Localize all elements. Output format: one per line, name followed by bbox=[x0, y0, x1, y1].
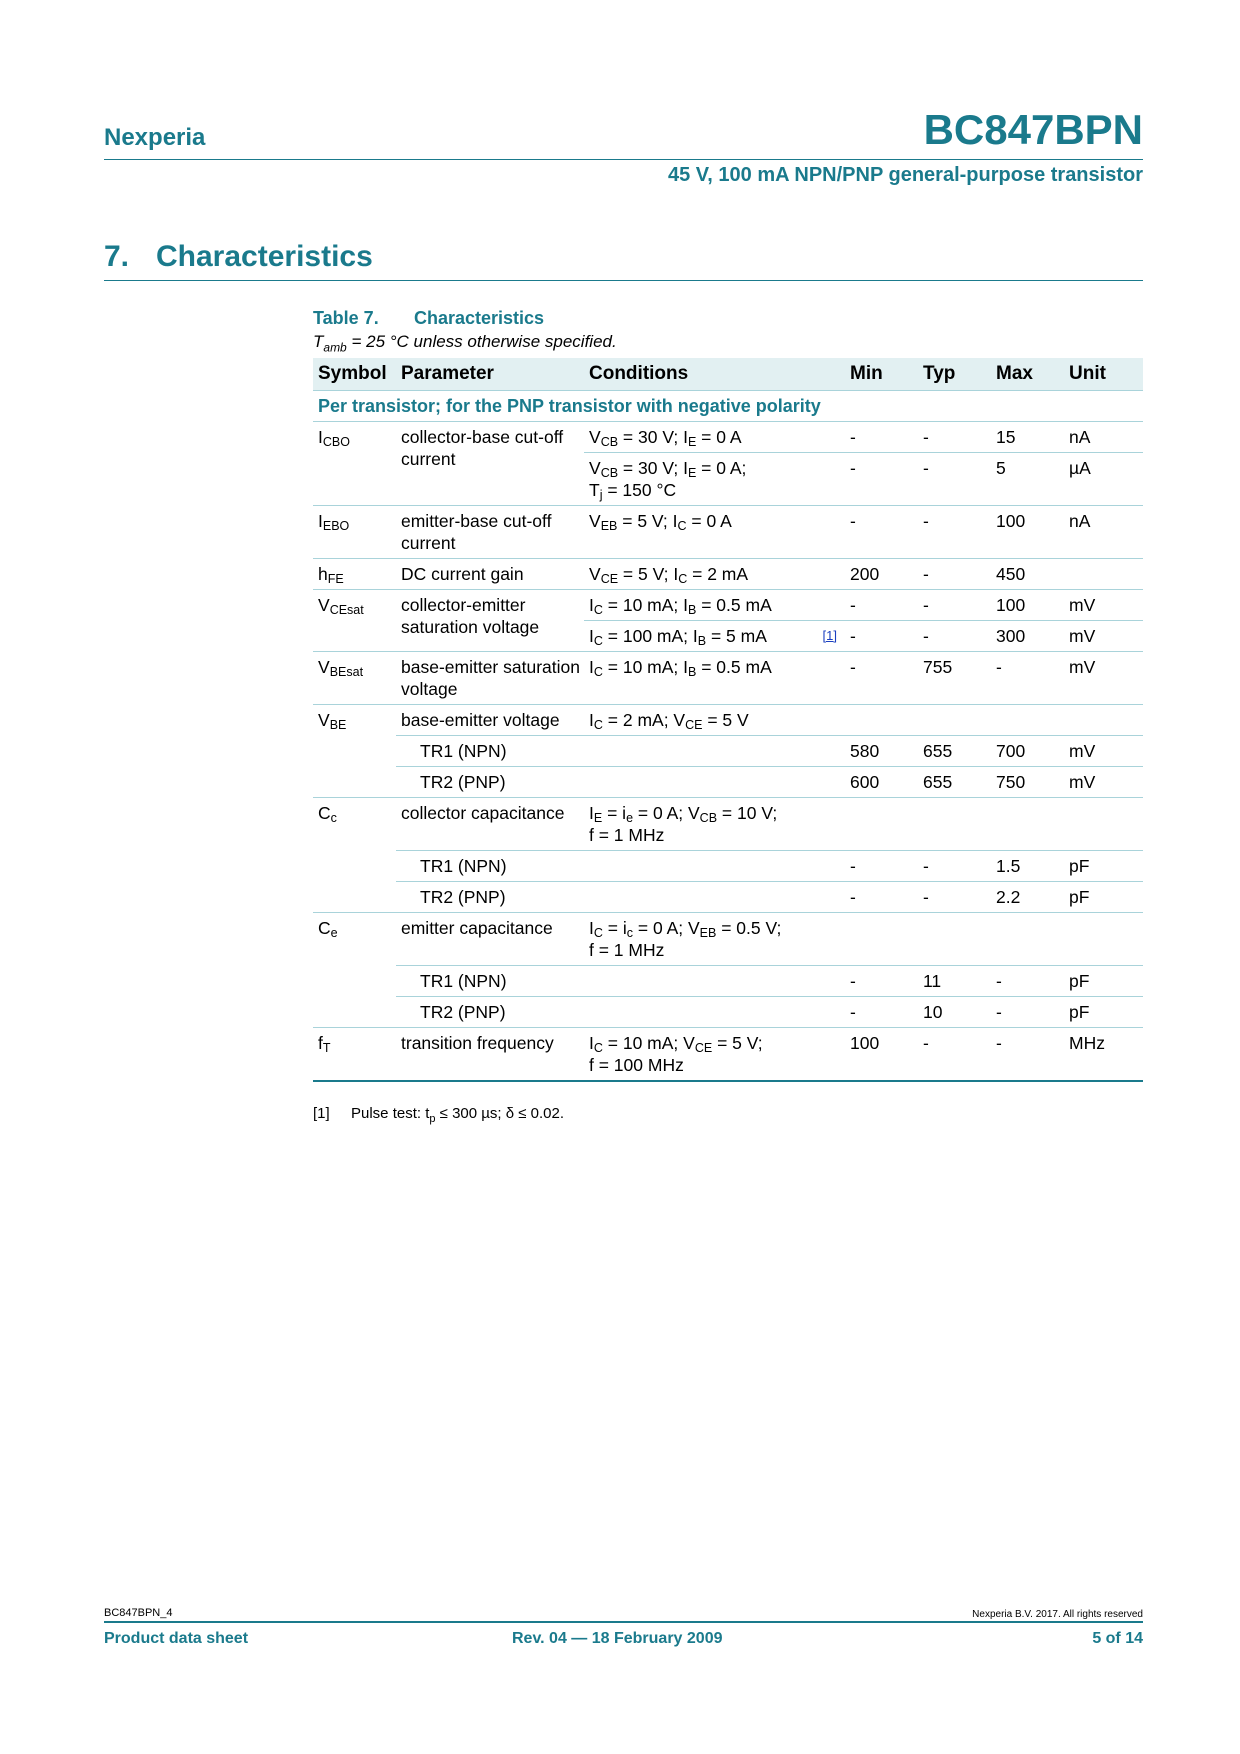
typ-cell: - bbox=[918, 882, 991, 913]
copyright-notice: Nexperia B.V. 2017. All rights reserved bbox=[972, 1609, 1143, 1620]
min-cell: - bbox=[845, 506, 918, 559]
max-cell: - bbox=[991, 652, 1064, 705]
conditions-cell: $I_E = i_e = 0$ A; $V_{CB} = 10$ V; f = 1 MHz bbox=[584, 798, 1143, 851]
symbol-cell: $V_{BEsat}$ bbox=[313, 652, 396, 705]
section-divider bbox=[104, 280, 1143, 281]
typ-cell: - bbox=[918, 851, 991, 882]
symbol-cell: $C_c$ bbox=[313, 798, 396, 913]
min-cell: 580 bbox=[845, 736, 918, 767]
table-caption bbox=[313, 308, 544, 329]
symbol-cell: $C_e$ bbox=[313, 913, 396, 1028]
table-row bbox=[313, 506, 1143, 559]
unit-cell: pF bbox=[1064, 882, 1143, 913]
table-row bbox=[313, 882, 1143, 913]
conditions-cell: $I_C = 10$ mA; $I_B = 0.5$ mA bbox=[584, 652, 845, 705]
parameter-cell: emitter-base cut-off current bbox=[396, 506, 584, 559]
table-row bbox=[313, 1028, 1143, 1082]
table-title: Characteristics bbox=[414, 308, 545, 328]
col-header-symbol: Symbol bbox=[313, 358, 396, 391]
max-cell: 5 bbox=[991, 453, 1064, 506]
subrow-label: TR1 (NPN) bbox=[396, 966, 845, 997]
unit-cell: mV bbox=[1064, 652, 1143, 705]
symbol-cell: $I_{CBO}$ bbox=[313, 422, 396, 506]
section-title-text: Characteristics bbox=[156, 240, 373, 273]
min-cell: - bbox=[845, 966, 918, 997]
conditions-cell: $V_{CB} = 30$ V; $I_E = 0$ A; $T_j = 150$ °C bbox=[584, 453, 845, 506]
symbol-cell: $f_T$ bbox=[313, 1028, 396, 1082]
unit-cell: nA bbox=[1064, 506, 1143, 559]
typ-cell: - bbox=[918, 506, 991, 559]
symbol-cell: $h_{FE}$ bbox=[313, 559, 396, 590]
group-row bbox=[313, 391, 1143, 422]
note-text: = 25 °C unless otherwise specified. bbox=[346, 332, 617, 351]
table-row bbox=[313, 798, 1143, 851]
subrow-label: TR2 (PNP) bbox=[396, 997, 845, 1028]
table-row bbox=[313, 422, 1143, 453]
unit-cell: pF bbox=[1064, 851, 1143, 882]
max-cell: 100 bbox=[991, 506, 1064, 559]
conditions-cell: $V_{CE} = 5$ V; $I_C = 2$ mA bbox=[584, 559, 845, 590]
note-prefix: T bbox=[313, 332, 324, 351]
parameter-cell: collector-base cut-off current bbox=[396, 422, 584, 506]
symbol-cell: $V_{CEsat}$ bbox=[313, 590, 396, 652]
conditions-cell: $V_{EB} = 5$ V; $I_C = 0$ A bbox=[584, 506, 845, 559]
max-cell: 750 bbox=[991, 767, 1064, 798]
product-title: BC847BPN bbox=[923, 106, 1143, 153]
col-header-min: Min bbox=[845, 358, 918, 391]
conditions-cell: $V_{CB} = 30$ V; $I_E = 0$ A bbox=[584, 422, 845, 453]
table-row bbox=[313, 559, 1143, 590]
typ-cell: 755 bbox=[918, 652, 991, 705]
typ-cell: 10 bbox=[918, 997, 991, 1028]
col-header-max: Max bbox=[991, 358, 1064, 391]
min-cell: - bbox=[845, 997, 918, 1028]
min-cell: - bbox=[845, 621, 918, 652]
footnote-subscript: p bbox=[429, 1113, 436, 1125]
conditions-cell: $I_C = 100$ mA; $I_B = 5$ mA [1] bbox=[584, 621, 845, 652]
unit-cell: pF bbox=[1064, 997, 1143, 1028]
footer-divider bbox=[104, 1621, 1143, 1623]
page-number: 5 of 14 bbox=[1092, 1630, 1143, 1647]
footnote-ref-link[interactable]: [1] bbox=[822, 628, 837, 643]
typ-cell: - bbox=[918, 621, 991, 652]
unit-cell: mV bbox=[1064, 590, 1143, 621]
table-row bbox=[313, 705, 1143, 736]
table-row bbox=[313, 997, 1143, 1028]
symbol-cell: $V_{BE}$ bbox=[313, 705, 396, 798]
table-row bbox=[313, 851, 1143, 882]
unit-cell bbox=[1064, 559, 1143, 590]
min-cell: - bbox=[845, 453, 918, 506]
footnote-text-rest: ≤ 300 µs; δ ≤ 0.02. bbox=[435, 1105, 565, 1122]
table-row bbox=[313, 590, 1143, 621]
conditions-cell: $I_C = i_c = 0$ A; $V_{EB} = 0.5$ V; f = 1 MHz bbox=[584, 913, 1143, 966]
table-row bbox=[313, 652, 1143, 705]
col-header-conditions: Conditions bbox=[584, 358, 845, 391]
max-cell: - bbox=[991, 1028, 1064, 1082]
section-number: 7. bbox=[104, 240, 130, 273]
subrow-label: TR2 (PNP) bbox=[396, 882, 845, 913]
subrow-label: TR2 (PNP) bbox=[396, 767, 845, 798]
unit-cell: mV bbox=[1064, 767, 1143, 798]
subrow-label: TR1 (NPN) bbox=[396, 736, 845, 767]
min-cell: 200 bbox=[845, 559, 918, 590]
max-cell: - bbox=[991, 966, 1064, 997]
typ-cell: - bbox=[918, 1028, 991, 1082]
conditions-cell: $I_C = 10$ mA; $I_B = 0.5$ mA bbox=[584, 590, 845, 621]
parameter-cell: base-emitter saturation voltage bbox=[396, 652, 584, 705]
table-header-row bbox=[313, 358, 1143, 391]
typ-cell: - bbox=[918, 453, 991, 506]
unit-cell: µA bbox=[1064, 453, 1143, 506]
col-header-typ: Typ bbox=[918, 358, 991, 391]
footnote-number: [1] bbox=[313, 1105, 330, 1122]
col-header-unit: Unit bbox=[1064, 358, 1143, 391]
conditions-cell: $I_C = 10$ mA; $V_{CE} = 5$ V; f = 100 MHz bbox=[584, 1028, 845, 1082]
footnote-text: Pulse test: t bbox=[351, 1105, 430, 1122]
max-cell: 450 bbox=[991, 559, 1064, 590]
brand-name: Nexperia bbox=[104, 124, 206, 151]
max-cell: 300 bbox=[991, 621, 1064, 652]
max-cell: 15 bbox=[991, 422, 1064, 453]
unit-cell: MHz bbox=[1064, 1028, 1143, 1082]
table-row bbox=[313, 966, 1143, 997]
unit-cell: nA bbox=[1064, 422, 1143, 453]
parameter-cell: collector capacitance bbox=[396, 798, 584, 851]
revision-date: Rev. 04 — 18 February 2009 bbox=[512, 1630, 723, 1647]
table-label: Table 7. bbox=[313, 308, 379, 328]
typ-cell: - bbox=[918, 590, 991, 621]
symbol-cell: $I_{EBO}$ bbox=[313, 506, 396, 559]
parameter-cell: collector-emitter saturation voltage bbox=[396, 590, 584, 652]
parameter-cell: DC current gain bbox=[396, 559, 584, 590]
document-id: BC847BPN_4 bbox=[104, 1607, 173, 1619]
parameter-cell: emitter capacitance bbox=[396, 913, 584, 966]
note-subscript: amb bbox=[323, 340, 347, 355]
min-cell: - bbox=[845, 422, 918, 453]
table-row bbox=[313, 767, 1143, 798]
characteristics-table bbox=[313, 358, 1143, 1082]
col-header-parameter: Parameter bbox=[396, 358, 584, 391]
min-cell: - bbox=[845, 882, 918, 913]
min-cell: 600 bbox=[845, 767, 918, 798]
subrow-label: TR1 (NPN) bbox=[396, 851, 845, 882]
document-type: Product data sheet bbox=[104, 1630, 249, 1647]
typ-cell: - bbox=[918, 559, 991, 590]
table-footnote bbox=[313, 1105, 564, 1125]
unit-cell: pF bbox=[1064, 966, 1143, 997]
group-header: Per transistor; for the PNP transistor with negative polarity bbox=[313, 391, 1143, 422]
section-heading bbox=[104, 240, 373, 274]
table-row bbox=[313, 913, 1143, 966]
header-divider bbox=[104, 159, 1143, 160]
typ-cell: 655 bbox=[918, 736, 991, 767]
unit-cell: mV bbox=[1064, 621, 1143, 652]
max-cell: - bbox=[991, 997, 1064, 1028]
typ-cell: 655 bbox=[918, 767, 991, 798]
max-cell: 2.2 bbox=[991, 882, 1064, 913]
unit-cell: mV bbox=[1064, 736, 1143, 767]
max-cell: 700 bbox=[991, 736, 1064, 767]
min-cell: - bbox=[845, 652, 918, 705]
min-cell: - bbox=[845, 851, 918, 882]
conditions-cell: $I_C = 2$ mA; $V_{CE} = 5$ V bbox=[584, 705, 1143, 736]
typ-cell: 11 bbox=[918, 966, 991, 997]
parameter-cell: base-emitter voltage bbox=[396, 705, 584, 736]
max-cell: 100 bbox=[991, 590, 1064, 621]
product-subtitle: 45 V, 100 mA NPN/PNP general-purpose transistor bbox=[668, 164, 1143, 186]
max-cell: 1.5 bbox=[991, 851, 1064, 882]
typ-cell: - bbox=[918, 422, 991, 453]
table-row bbox=[313, 736, 1143, 767]
parameter-cell: transition frequency bbox=[396, 1028, 584, 1082]
min-cell: - bbox=[845, 590, 918, 621]
table-note bbox=[313, 332, 617, 354]
min-cell: 100 bbox=[845, 1028, 918, 1082]
